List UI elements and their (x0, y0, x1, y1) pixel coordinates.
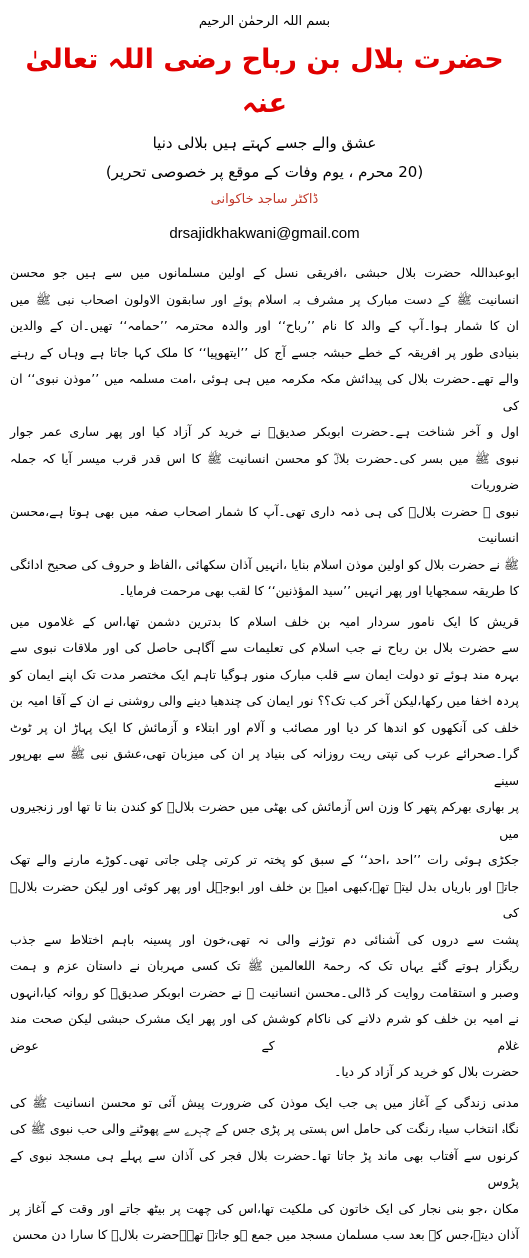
text-line: پردہ اخفا میں رکھا،لیکن آخر کب تک؟؟ نور ایمان کی چندھیا دینے والی روشنی نے ان کے آقا امیہ بن (10, 693, 519, 708)
article-subtitle: عشق والے جسے کہتے ہیں بلالی دنیا (152, 134, 377, 152)
text-line: مکان ،جو بنی نجار کی ایک خاتون کی ملکیت تھا،اس کی چھت پر بیٹھ جاتے اور وقت کے آغاز پر (10, 1200, 519, 1216)
text-line: اول و آخر شناخت ہے۔حضرت ابوبکر صدیقؓ نے خرید کر آزاد کیا اور پھر ساری عمر جوار (10, 424, 519, 439)
text-line: خلف کی آنکھوں کو اندھا کر دیا اور مصائب و آلام اور ابتلاء و آزمائش کا ایک پہاڑ ان پر ٹوٹ (10, 719, 519, 735)
text-line: جکڑی ہوئی رات ’’احد ،احد‘‘ کے سبق کو پختہ تر کرتی چلی جاتی تھی۔کوڑے مارنے والے تھک (10, 852, 519, 867)
text-line: کا طریقہ سمجھایا اور پھر انہیں ’’سید المؤذنین‘‘ کا لقب بھی مرحمت فرمایا۔ (118, 583, 519, 598)
text-line: سے حضرت بلال بن رباح نے جب اسلام کی تعلیمات سے آگاہی حاصل کی اور ملاقات نبوی سے (10, 640, 519, 655)
text-line: والے تھے۔حضرت بلال کی پیدائش مکہ مکرمہ میں ہی ہوئی ،امت مسلمہ میں ’’موذن نبوی‘‘ ان کی (10, 371, 519, 413)
text-line: ﷺ نے حضرت بلال کو اولین موذن اسلام بنایا ،انہیں آذان سکھائی ،الفاظ و حروف کی صحیح ادائگی (10, 556, 519, 572)
paragraph-1 (10, 260, 519, 605)
author-email: drsajidkhakwani@gmail.com (169, 225, 360, 242)
text-line: نگاہ انتخاب سیاہ رنگت کی حامل اس ہستی پر پڑی جس کے چہرے سے پھوٹنے والی حب نبوی ﷺ کی (10, 1121, 519, 1136)
article-occasion: (20 محرم ، یوم وفات کے موقع پر خصوصی تحریر) (105, 163, 424, 181)
text-line: ان کا شمار ہوا۔آپ کے والد کا نام ’’رباح‘‘ اور والدہ محترمہ ’’حمامہ‘‘ تھیں۔ان کے والدین (10, 318, 519, 333)
text-line: قریش کا ایک نامور سردار امیہ بن خلف اسلام کا بدترین دشمن تھا،اس کے غلاموں میں (10, 613, 519, 629)
text-line: انسانیت ﷺ کے دست مبارک پر مشرف بہ اسلام ہوئے اور سابقون الاولون اصحاب نبی ﷺ میں (10, 291, 519, 307)
text-line: بنیادی طور پر افریقہ کے خطے حبشہ جسے آج کل ’’ایتھوپیا‘‘ کا ملک کہا جاتا ہے وہاں کے رہنے (10, 344, 519, 360)
text-line: نبوی ﷺ میں بسر کی۔حضرت بلالؓ کو محسن انسانیت ﷺ کا اس قدر قرب میسر آیا کہ جملہ ضروریات (10, 450, 519, 492)
text-line: نبوی ﷺ حضرت بلالؓ کی ہی ذمہ داری تھی۔آپ کا شمار اصحاب صفہ میں بھی ہوتا ہے،محسن انسانیت (10, 503, 519, 545)
text-line: گرا۔صحرائے عرب کی تپتی ریت روزانہ کی بنیاد پر ان کی میزبان تھی،عشق نبی ﷺ سے بھرپور سینے (10, 746, 519, 788)
text-line: آذان دیتے،جس کے بعد سب مسلمان مسجد میں جمع ہو جاتے تھے۔حضرت بلالؓ کا سارا دن محسن (12, 1227, 519, 1242)
text-line: ابوعبداللہ حضرت بلال حبشی ،افریقی نسل کے اولین مسلمانوں میں سے ہیں جو محسن (10, 265, 519, 280)
text-line: مدنی زندگی کے آغاز میں ہی جب ایک موذن کی ضرورت پیش آئی تو محسن انسانیت ﷺ کی (10, 1094, 519, 1110)
article-title: حضرت بلال بن رباح رضی اللہ تعالیٰ عنہ (25, 44, 504, 119)
bismillah: بسم اللہ الرحمٰن الرحیم (198, 14, 331, 29)
text-line: پشت سے دروں کی آشنائی دم توڑنے والی نہ تھی،خون اور پسینہ باہم اختلاط سے جذب (10, 931, 519, 947)
text-line: وصبر و استقامت روایت کر ڈالی۔محسن انسانیت ﷺ نے حضرت ابوبکر صدیقؓ کو روانہ کیا،انہوں (10, 984, 519, 1000)
article-body (10, 260, 519, 1249)
paragraph-2 (10, 609, 519, 1086)
text-line: جاتے اور باریاں بدل لیتے تھے،کبھی امیہ بن خلف اور ابوجہل اور پھر کوئی اور لیکن حضرت بلالؓ کی (10, 878, 519, 920)
text-line: کرنوں سے آفتاب بھی ماند پڑ جاتا تھا۔حضرت بلال فجر کی آذان سے پہلے ہی مسجد نبوی کے پڑوس (10, 1147, 519, 1189)
text-line: پر بھاری بھرکم پتھر کا وزن اس آزمائش کی بھٹی میں حضرت بلالؓ کو کندن بنا تا تھا اور زنجیروں میں (10, 799, 519, 841)
text-line: حضرت بلال کو خرید کر آزاد کر دیا۔ (334, 1064, 519, 1079)
text-line: ریگزار ہوتے گئے یہاں تک کہ رحمۃ اللعالمین ﷺ تک کسی مہربان نے داستان عزم و ہمت (10, 958, 519, 973)
paragraph-3 (10, 1090, 519, 1249)
author-name: ڈاکٹر ساجد خاکوانی (210, 192, 319, 207)
text-line: نے امیہ بن خلف کو شرم دلانے کی ناکام کوشش کی اور پھر ایک مشرک حبشی لیکن صحت مند غلام کے عوض (10, 1011, 519, 1053)
text-line: بہرہ مند ہوئے تو دولت ایمان سے قلب مبارک منور ہوگیا تاہم ایک مختصر مدت تک اپنے ایمان کو (10, 666, 519, 682)
